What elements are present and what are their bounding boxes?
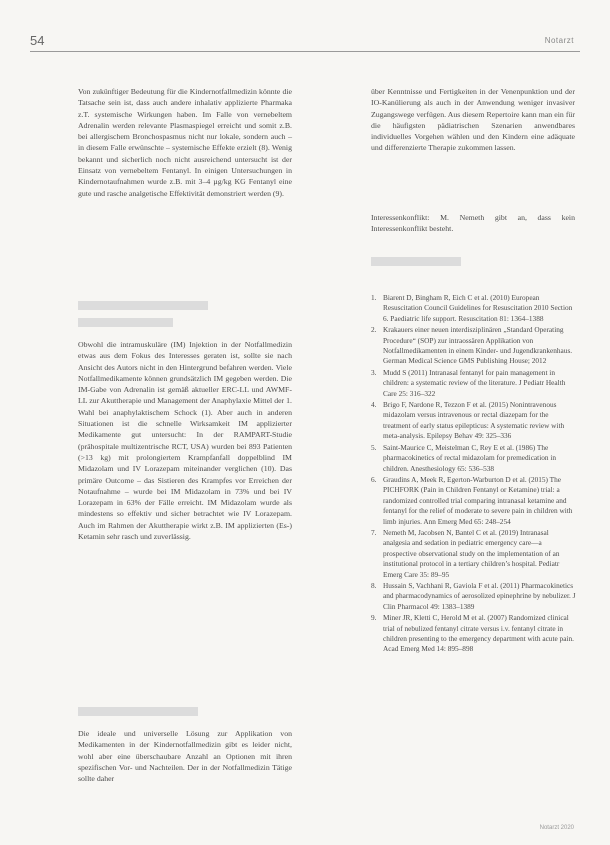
reference-item (371, 581, 577, 612)
reference-item (371, 368, 577, 399)
reference-text: Mudd S (2011) Intranasal fentanyl for pain management in children: a systematic review of the literature. J Pediatr Health Care 25: 316–322 (383, 367, 566, 398)
reference-item (371, 293, 577, 324)
reference-number: 3. (371, 367, 377, 377)
section-heading-placeholder-3 (78, 707, 198, 716)
reference-item (371, 400, 577, 442)
left-column-para3: Die ideale und universelle Lösung zur Applikation von Medikamenten in der Kindernotfallmedizin gibt es leider nicht, wohl aber eine überschaubare Anzahl an Optionen mit ihren spezifischen Vor- und Nachteilen. Der in der Notfallmedizin Tätige sollte daher (78, 729, 292, 784)
reference-number: 1. (371, 293, 377, 302)
reference-item (371, 443, 577, 474)
reference-item (371, 528, 577, 580)
reference-text: Nemeth M, Jacobsen N, Bantel C et al. (2019) Intranasal analgesia and sedation in pediatric emergency care—a prospective observational study on the implementation of an institutional protocol in a tertiary children’s hospital. Pediatr Emerg Care 35: 89–95 (383, 527, 560, 579)
reference-text: Brigo F, Nardone R, Tezzon F et al. (2015) Nonintravenous midazolam versus intravenous or rectal diazepam for the treatment of early status epilepticus: A systematic review with meta-analysis. Epilepsy Behav 49: 325–336 (383, 400, 565, 441)
left-column-para1: Von zukünftiger Bedeutung für die Kindernotfallmedizin könnte die Tatsache sein ist, dass auch andere inhalativ applizierte Pharmaka z.T. systemische Wirkungen haben. Im Falle von vernebeltem Adrenalin werden relevante Plasmaspiegel erreicht und somit z.B. bei allergischem Bronchospasmus nicht nur lokale, sondern auch – in diesem Falle erwünschte – systemische Effekte erzielt (8). Wenig bekannt und sicherlich noch nicht ausreichend untersucht ist der Einsatz von vernebeltem Fentanyl. In einigen Untersuchungen in Kindernotaufnahmen wurde z.B. mit 3–4 µg/kg KG Fentanyl eine gute und rasche analgetische Effektivität demonstriert werden (9). (78, 87, 292, 198)
reference-list (371, 293, 577, 656)
reference-number: 8. (371, 580, 377, 590)
header-rule (30, 51, 580, 52)
references-heading-placeholder (371, 257, 461, 266)
left-column-para2: Obwohl die intramuskuläre (IM) Injektion in der Notfallmedizin etwas aus dem Fokus des Interesses geraten ist, sollte sie nach Ansicht des Autors nicht in den Hintergrund befahren werden. Viele Notfallmedikamente können grundsätzlich IM gegeben werden. Die IM-Gabe von Adrenalin ist gemäß aktueller ERC-LL und AWMF-LL zur Akuttherapie und Management der Anaphylaxie Mittel der 1. Wahl bei anaphylaktischem Schock (1). Aber auch in anderen Situationen ist die schnelle Wirksamkeit IM applizierter Medikamente gut untersucht: In der RAMPART-Studie (prähospitale multizentrische RCT, USA) wurden bei 893 Patienten (>13 kg) mit prolongiertem Krampfanfall doppelblind IM Midazolam und IV Lorazepam miteinander verglichen (10). Das primäre Outcome – das Sistieren des Krampfes vor Erreichen der Notaufnahme – wurde bei IM Midazolam in 73% und bei IV Lorazepam in 63% der Fälle erreicht. IM Midazolam wurde als mindestens so effektiv und sicher betrachtet wie IV Lorazepam. Auch im Rahmen der Akuttherapie wirkt z.B. IM applizierten (Es-) Ketamin sehr rasch und zuverlässig. (78, 340, 292, 542)
section-heading-placeholder (78, 301, 208, 310)
reference-item (371, 613, 577, 655)
reference-text: Biarent D, Bingham R, Eich C et al. (2010) European Resuscitation Council Guidelines for Resuscitation 2010 Section 6. Paediatric life support. Resuscitation 81: 1364–1388 (383, 293, 573, 323)
reference-text: Krakauers einer neuen interdisziplinären „Standard Operating Procedure“ (SOP) zur intraossären Applikation von Notfallmedikamenten in einem Kinder- und Jugendkrankenhaus. German Medical Science GMS Publishing House; 2012 (383, 325, 573, 366)
journal-name: Notarzt (544, 36, 574, 45)
right-column-para1: über Kenntnisse und Fertigkeiten in der Venenpunktion und der IO-Kanülierung als auch in der Anwendung weniger invasiver Zugangswege verfügen. Aus diesem Repertoire kann man ein für die häufigsten pädiatrischen Szenarien anwendbares individuelles Vorgehen wählen und den Kindern eine adäquate und differenzierte Therapie zukommen lassen. (371, 87, 575, 153)
reference-text: Miner JR, Kletti C, Herold M et al. (2007) Randomized clinical trial of nebulized fentanyl citrate versus i.v. fentanyl citrate in children presenting to the emergency department with acute pain. Acad Emerg Med 14: 895–898 (383, 613, 574, 654)
reference-item (371, 475, 577, 527)
reference-text: Graudins A, Meek R, Egerton-Warburton D et al. (2015) The PICHFORK (Pain in Children Fentanyl or Ketamine) trial: a randomized controlled trial comparing intranasal ketamine and fentanyl for the relief of moderate to severe pain in children with limb injuries. Ann Emerg Med 65: 248–254 (383, 474, 573, 526)
reference-number: 9. (371, 613, 377, 623)
reference-number: 2. (371, 325, 377, 335)
reference-text: Saint-Maurice C, Meistelman C, Rey E et al. (1986) The pharmacokinetics of rectal midazolam for premedication in children. Anesthesiology 65: 536–538 (383, 442, 557, 473)
conflict-statement: Interessenkonflikt: M. Nemeth gibt an, dass kein Interessenkonflikt besteht. (371, 213, 575, 234)
page-number: 54 (30, 33, 45, 48)
reference-number: 4. (371, 400, 377, 410)
reference-number: 7. (371, 527, 377, 537)
reference-number: 5. (371, 442, 377, 452)
reference-number: 6. (371, 474, 377, 484)
reference-item (371, 325, 577, 367)
footer-text: Notarzt 2020 (539, 825, 574, 831)
reference-text: Hussain S, Vachhani R, Gaviola F et al. (2011) Pharmacokinetics and pharmacodynamics of aerosolized epinephrine by nebulizer. J Clin Pharmacol 49: 1383–1389 (383, 580, 576, 611)
section-heading-placeholder-2 (78, 318, 173, 327)
